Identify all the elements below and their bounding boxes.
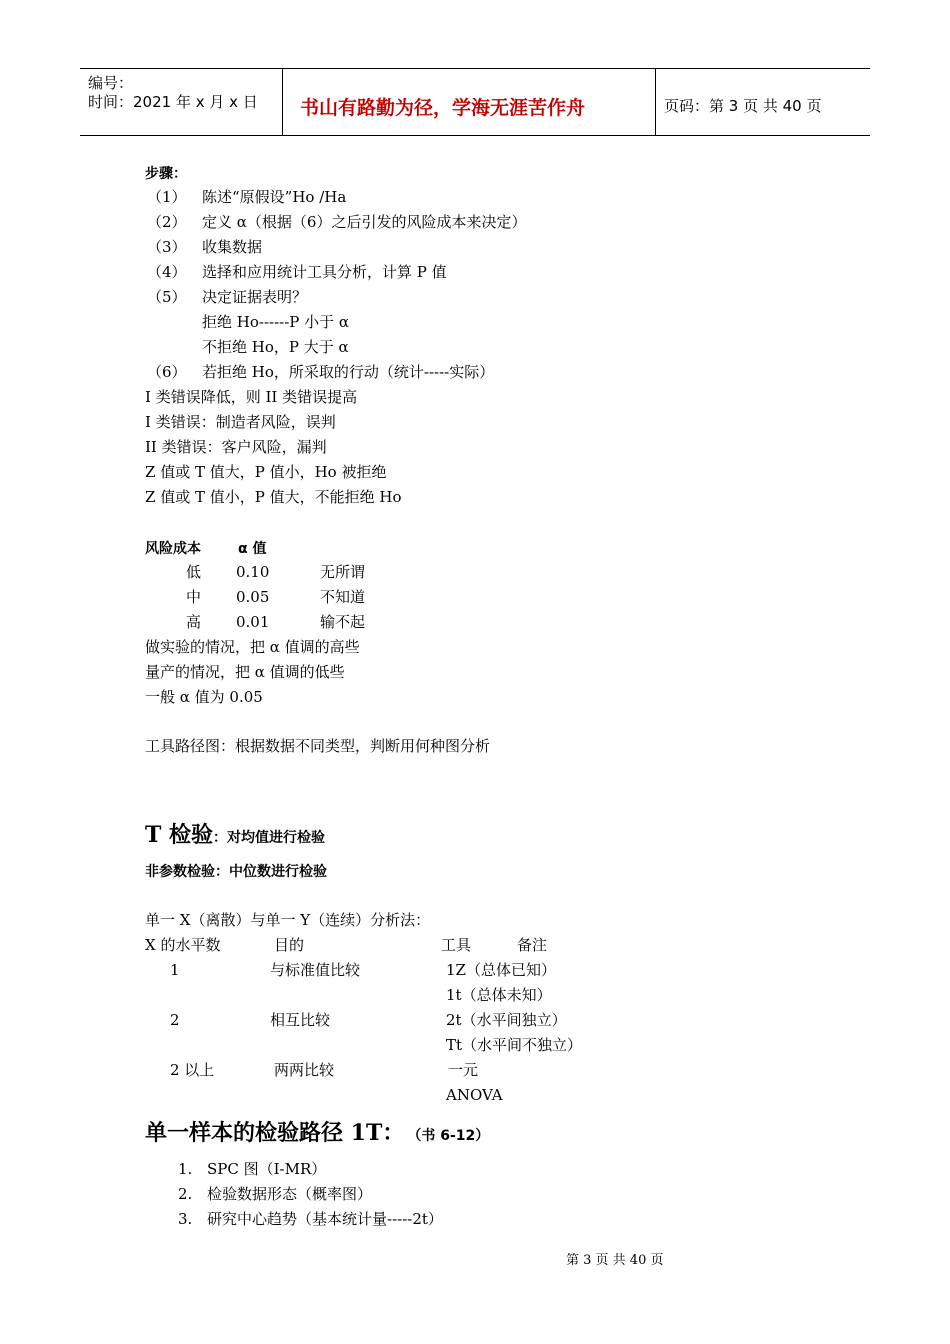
step-number: （5） <box>147 288 187 306</box>
risk-alpha: 0.05 <box>236 588 270 606</box>
analysis-tool: 一元 <box>448 1061 479 1079</box>
page-footer: 第 3 页 共 40 页 <box>566 1253 664 1268</box>
header-motto: 书山有路勤为径，学海无涯苦作舟 <box>300 97 586 119</box>
list-item: 检验数据形态（概率图） <box>207 1185 373 1203</box>
step-text: 决定证据表明？ <box>202 288 308 306</box>
risk-alpha: 0.10 <box>236 563 270 581</box>
analysis-col-levels: X 的水平数 <box>145 936 221 954</box>
single-sample-heading <box>145 1116 489 1147</box>
risk-level: 中 <box>186 588 202 606</box>
tool-path-note: 工具路径图：根据数据不同类型，判断用何种图分析 <box>145 737 491 755</box>
list-item-number: 2. <box>178 1185 193 1203</box>
risk-header-alpha: α 值 <box>238 541 267 557</box>
t-test-subtitle: ：对均值进行检验 <box>213 830 326 846</box>
t-test-title: T 检验 <box>145 822 214 848</box>
analysis-col-tool: 工具 <box>441 936 472 954</box>
step-text: 选择和应用统计工具分析，计算 P 值 <box>202 263 447 281</box>
analysis-tool: 1Z（总体已知） <box>446 961 556 979</box>
header-divider-right <box>655 68 656 136</box>
step-number: （2） <box>147 213 187 231</box>
analysis-level: 2 以上 <box>170 1061 215 1079</box>
analysis-purpose: 两两比较 <box>274 1061 335 1079</box>
note-line: I 类错误：制造者风险，误判 <box>145 413 336 431</box>
alpha-note-line: 一般 α 值为 0.05 <box>145 688 263 706</box>
step-number: （4） <box>147 263 187 281</box>
header-bottom-border <box>80 135 870 136</box>
analysis-purpose: 相互比较 <box>270 1011 331 1029</box>
analysis-col-note: 备注 <box>517 936 548 954</box>
risk-alpha: 0.01 <box>236 613 270 631</box>
note-line: I 类错误降低，则 II 类错误提高 <box>145 388 358 406</box>
step-text: 收集数据 <box>202 238 263 256</box>
nonparam-heading: 非参数检验：中位数进行检验 <box>145 864 327 880</box>
list-item-number: 3. <box>178 1210 193 1228</box>
analysis-tool: Tt（水平间不独立） <box>446 1036 583 1054</box>
note-line: Z 值或 T 值大，P 值小，Ho 被拒绝 <box>145 463 387 481</box>
analysis-tool: 2t（水平间独立） <box>446 1011 567 1029</box>
step-number: （3） <box>147 238 187 256</box>
step-text: 陈述“原假设”Ho /Ha <box>202 188 347 206</box>
note-line: II 类错误：客户风险，漏判 <box>145 438 327 456</box>
header-divider-left <box>282 68 283 136</box>
step-number: （1） <box>147 188 187 206</box>
risk-desc: 不知道 <box>320 588 366 606</box>
analysis-level: 2 <box>170 1011 180 1029</box>
step-text: 若拒绝 Ho，所采取的行动（统计-----实际） <box>202 363 495 381</box>
risk-desc: 无所谓 <box>320 563 366 581</box>
alpha-note-line: 做实验的情况，把 α 值调的高些 <box>145 638 360 656</box>
analysis-purpose: 与标准值比较 <box>270 961 361 979</box>
analysis-col-purpose: 目的 <box>274 936 305 954</box>
note-line: Z 值或 T 值小，P 值大，不能拒绝 Ho <box>145 488 402 506</box>
analysis-tool: ANOVA <box>446 1086 503 1104</box>
single-sample-ref: （书 6-12） <box>414 1128 490 1144</box>
single-sample-title: 单一样本的检验路径 1T： <box>145 1120 405 1146</box>
step-number: （6） <box>147 363 187 381</box>
header-page-label: 页码：第 3 页 共 40 页 <box>664 97 822 115</box>
step-sub-item: 拒绝 Ho------P 小于 α <box>202 313 350 331</box>
analysis-tool: 1t（总体未知） <box>446 986 552 1004</box>
header-top-border <box>80 68 870 69</box>
risk-desc: 输不起 <box>320 613 366 631</box>
risk-level: 低 <box>186 563 202 581</box>
list-item: SPC 图（I-MR） <box>207 1160 327 1178</box>
analysis-title: 单一 X（离散）与单一 Y（连续）分析法： <box>145 911 431 929</box>
risk-header-cost: 风险成本 <box>145 541 201 557</box>
list-item-number: 1. <box>178 1160 193 1178</box>
step-text: 定义 α（根据（6）之后引发的风险成本来决定） <box>202 213 527 231</box>
header-number-label: 编号： <box>88 74 134 92</box>
alpha-note-line: 量产的情况，把 α 值调的低些 <box>145 663 345 681</box>
t-test-heading <box>145 818 325 849</box>
step-sub-item: 不拒绝 Ho，P 大于 α <box>202 338 349 356</box>
risk-level: 高 <box>186 613 202 631</box>
steps-title: 步骤： <box>145 166 187 182</box>
analysis-level: 1 <box>170 961 180 979</box>
list-item: 研究中心趋势（基本统计量-----2t） <box>207 1210 443 1228</box>
header-time-label: 时间：2021 年 x 月 x 日 <box>88 93 258 111</box>
